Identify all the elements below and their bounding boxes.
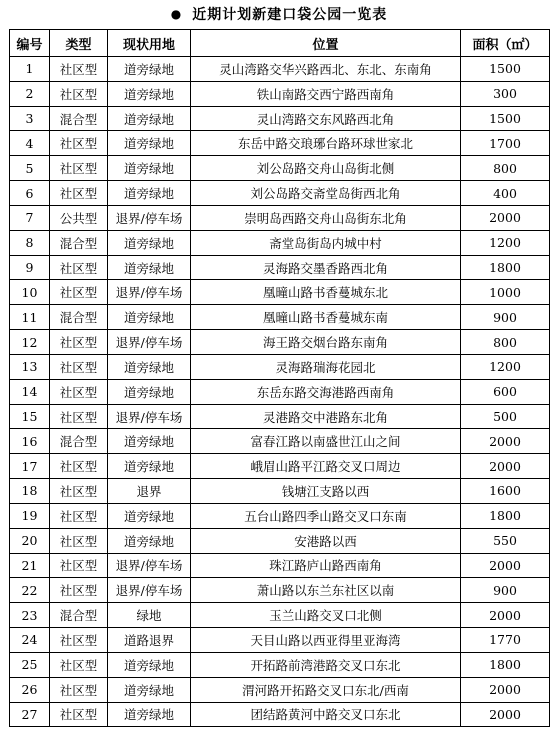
cell-location: 斋堂岛街岛内城中村 bbox=[191, 230, 461, 255]
cell-type: 社区型 bbox=[50, 131, 108, 156]
table-row bbox=[10, 429, 550, 454]
cell-location: 灵山湾路交东风路西北角 bbox=[191, 106, 461, 131]
cell-location: 灵山湾路交华兴路西北、东北、东南角 bbox=[191, 57, 461, 82]
cell-number: 7 bbox=[10, 205, 50, 230]
cell-number: 25 bbox=[10, 652, 50, 677]
cell-number: 20 bbox=[10, 528, 50, 553]
cell-land-use: 道旁绿地 bbox=[108, 156, 191, 181]
table-row bbox=[10, 479, 550, 504]
cell-area: 1800 bbox=[461, 503, 550, 528]
cell-type: 社区型 bbox=[50, 553, 108, 578]
cell-land-use: 道路退界 bbox=[108, 628, 191, 653]
cell-land-use: 道旁绿地 bbox=[108, 131, 191, 156]
cell-area: 1000 bbox=[461, 280, 550, 305]
table-row bbox=[10, 81, 550, 106]
cell-area: 2000 bbox=[461, 677, 550, 702]
cell-area: 1600 bbox=[461, 479, 550, 504]
cell-location: 五台山路四季山路交叉口东南 bbox=[191, 503, 461, 528]
table-row bbox=[10, 528, 550, 553]
table-row bbox=[10, 404, 550, 429]
table-row bbox=[10, 354, 550, 379]
cell-location: 钱塘江支路以西 bbox=[191, 479, 461, 504]
header-row bbox=[10, 30, 550, 57]
table-row bbox=[10, 330, 550, 355]
cell-type: 社区型 bbox=[50, 81, 108, 106]
cell-number: 10 bbox=[10, 280, 50, 305]
cell-land-use: 退界/停车场 bbox=[108, 553, 191, 578]
cell-type: 社区型 bbox=[50, 628, 108, 653]
header-number: 编号 bbox=[10, 30, 50, 57]
cell-location: 天目山路以西亚得里亚海湾 bbox=[191, 628, 461, 653]
cell-area: 900 bbox=[461, 578, 550, 603]
table-row bbox=[10, 603, 550, 628]
cell-land-use: 道旁绿地 bbox=[108, 230, 191, 255]
cell-location: 富春江路以南盛世江山之间 bbox=[191, 429, 461, 454]
cell-area: 500 bbox=[461, 404, 550, 429]
cell-area: 1200 bbox=[461, 354, 550, 379]
table-row bbox=[10, 181, 550, 206]
cell-area: 2000 bbox=[461, 429, 550, 454]
cell-location: 灵港路交中港路东北角 bbox=[191, 404, 461, 429]
header-area: 面积（㎡） bbox=[461, 30, 550, 57]
cell-land-use: 退界/停车场 bbox=[108, 205, 191, 230]
cell-number: 6 bbox=[10, 181, 50, 206]
cell-area: 300 bbox=[461, 81, 550, 106]
cell-number: 15 bbox=[10, 404, 50, 429]
cell-type: 社区型 bbox=[50, 652, 108, 677]
cell-type: 社区型 bbox=[50, 57, 108, 82]
cell-land-use: 道旁绿地 bbox=[108, 181, 191, 206]
cell-type: 社区型 bbox=[50, 454, 108, 479]
cell-number: 26 bbox=[10, 677, 50, 702]
table-row bbox=[10, 503, 550, 528]
cell-number: 27 bbox=[10, 702, 50, 727]
cell-land-use: 道旁绿地 bbox=[108, 429, 191, 454]
cell-type: 社区型 bbox=[50, 181, 108, 206]
cell-type: 混合型 bbox=[50, 230, 108, 255]
cell-area: 2000 bbox=[461, 603, 550, 628]
cell-number: 11 bbox=[10, 305, 50, 330]
cell-location: 凰曈山路书香蔓城东南 bbox=[191, 305, 461, 330]
cell-area: 2000 bbox=[461, 205, 550, 230]
cell-area: 2000 bbox=[461, 702, 550, 727]
cell-area: 400 bbox=[461, 181, 550, 206]
cell-type: 混合型 bbox=[50, 429, 108, 454]
cell-type: 社区型 bbox=[50, 528, 108, 553]
cell-location: 萧山路以东兰东社区以南 bbox=[191, 578, 461, 603]
cell-type: 社区型 bbox=[50, 479, 108, 504]
cell-land-use: 退界/停车场 bbox=[108, 280, 191, 305]
cell-type: 社区型 bbox=[50, 330, 108, 355]
cell-number: 14 bbox=[10, 379, 50, 404]
cell-area: 800 bbox=[461, 330, 550, 355]
cell-area: 1500 bbox=[461, 57, 550, 82]
table-row bbox=[10, 578, 550, 603]
cell-location: 安港路以西 bbox=[191, 528, 461, 553]
cell-land-use: 道旁绿地 bbox=[108, 106, 191, 131]
cell-location: 渭河路开拓路交叉口东北/西南 bbox=[191, 677, 461, 702]
cell-land-use: 道旁绿地 bbox=[108, 255, 191, 280]
cell-number: 3 bbox=[10, 106, 50, 131]
cell-type: 社区型 bbox=[50, 379, 108, 404]
parks-table bbox=[9, 29, 550, 727]
cell-location: 灵海路交墨香路西北角 bbox=[191, 255, 461, 280]
cell-type: 混合型 bbox=[50, 603, 108, 628]
cell-area: 1500 bbox=[461, 106, 550, 131]
cell-location: 海王路交烟台路东南角 bbox=[191, 330, 461, 355]
cell-land-use: 道旁绿地 bbox=[108, 652, 191, 677]
bullet-icon: ● bbox=[170, 7, 183, 21]
cell-type: 社区型 bbox=[50, 280, 108, 305]
cell-location: 玉兰山路交叉口北侧 bbox=[191, 603, 461, 628]
cell-number: 18 bbox=[10, 479, 50, 504]
cell-area: 1200 bbox=[461, 230, 550, 255]
cell-location: 灵海路瑞海花园北 bbox=[191, 354, 461, 379]
cell-number: 2 bbox=[10, 81, 50, 106]
cell-area: 800 bbox=[461, 156, 550, 181]
cell-location: 凰曈山路书香蔓城东北 bbox=[191, 280, 461, 305]
table-row bbox=[10, 454, 550, 479]
cell-area: 550 bbox=[461, 528, 550, 553]
table-row bbox=[10, 57, 550, 82]
cell-type: 社区型 bbox=[50, 702, 108, 727]
table-row bbox=[10, 553, 550, 578]
cell-land-use: 道旁绿地 bbox=[108, 81, 191, 106]
table-row bbox=[10, 106, 550, 131]
cell-land-use: 道旁绿地 bbox=[108, 503, 191, 528]
cell-number: 21 bbox=[10, 553, 50, 578]
cell-location: 刘公岛路交舟山岛街北侧 bbox=[191, 156, 461, 181]
cell-land-use: 道旁绿地 bbox=[108, 677, 191, 702]
cell-area: 1700 bbox=[461, 131, 550, 156]
cell-type: 社区型 bbox=[50, 677, 108, 702]
cell-number: 5 bbox=[10, 156, 50, 181]
cell-land-use: 道旁绿地 bbox=[108, 57, 191, 82]
cell-land-use: 绿地 bbox=[108, 603, 191, 628]
cell-number: 1 bbox=[10, 57, 50, 82]
table-row bbox=[10, 379, 550, 404]
cell-number: 23 bbox=[10, 603, 50, 628]
cell-land-use: 道旁绿地 bbox=[108, 379, 191, 404]
cell-land-use: 退界/停车场 bbox=[108, 330, 191, 355]
cell-type: 混合型 bbox=[50, 106, 108, 131]
table-row bbox=[10, 652, 550, 677]
table-row bbox=[10, 205, 550, 230]
cell-number: 13 bbox=[10, 354, 50, 379]
cell-number: 12 bbox=[10, 330, 50, 355]
cell-number: 24 bbox=[10, 628, 50, 653]
cell-number: 17 bbox=[10, 454, 50, 479]
table-body bbox=[10, 57, 550, 727]
cell-type: 公共型 bbox=[50, 205, 108, 230]
cell-location: 刘公岛路交斋堂岛街西北角 bbox=[191, 181, 461, 206]
table-row bbox=[10, 628, 550, 653]
title-text: 近期计划新建口袋公园一览表 bbox=[192, 7, 388, 23]
header-type: 类型 bbox=[50, 30, 108, 57]
table-row bbox=[10, 305, 550, 330]
cell-type: 社区型 bbox=[50, 354, 108, 379]
cell-area: 2000 bbox=[461, 454, 550, 479]
cell-area: 900 bbox=[461, 305, 550, 330]
cell-land-use: 道旁绿地 bbox=[108, 305, 191, 330]
cell-location: 峨眉山路平江路交叉口周边 bbox=[191, 454, 461, 479]
cell-land-use: 退界/停车场 bbox=[108, 578, 191, 603]
table-row bbox=[10, 280, 550, 305]
cell-location: 东岳中路交琅琊台路环球世家北 bbox=[191, 131, 461, 156]
cell-location: 东岳东路交海港路西南角 bbox=[191, 379, 461, 404]
cell-location: 珠江路庐山路西南角 bbox=[191, 553, 461, 578]
cell-land-use: 道旁绿地 bbox=[108, 528, 191, 553]
cell-location: 开拓路前湾港路交叉口东北 bbox=[191, 652, 461, 677]
cell-area: 1770 bbox=[461, 628, 550, 653]
cell-land-use: 退界 bbox=[108, 479, 191, 504]
cell-land-use: 道旁绿地 bbox=[108, 702, 191, 727]
cell-number: 19 bbox=[10, 503, 50, 528]
cell-type: 社区型 bbox=[50, 578, 108, 603]
cell-type: 社区型 bbox=[50, 156, 108, 181]
cell-area: 600 bbox=[461, 379, 550, 404]
cell-type: 混合型 bbox=[50, 305, 108, 330]
table-row bbox=[10, 230, 550, 255]
cell-type: 社区型 bbox=[50, 404, 108, 429]
table-row bbox=[10, 677, 550, 702]
cell-area: 2000 bbox=[461, 553, 550, 578]
cell-location: 铁山南路交西宁路西南角 bbox=[191, 81, 461, 106]
table-row bbox=[10, 156, 550, 181]
cell-number: 9 bbox=[10, 255, 50, 280]
header-location: 位置 bbox=[191, 30, 461, 57]
cell-location: 团结路黄河中路交叉口东北 bbox=[191, 702, 461, 727]
cell-area: 1800 bbox=[461, 652, 550, 677]
cell-type: 社区型 bbox=[50, 503, 108, 528]
cell-land-use: 道旁绿地 bbox=[108, 354, 191, 379]
table-row bbox=[10, 131, 550, 156]
document-title bbox=[0, 0, 558, 28]
header-land-use: 现状用地 bbox=[108, 30, 191, 57]
cell-type: 社区型 bbox=[50, 255, 108, 280]
cell-location: 崇明岛西路交舟山岛街东北角 bbox=[191, 205, 461, 230]
table-row bbox=[10, 702, 550, 727]
cell-land-use: 道旁绿地 bbox=[108, 454, 191, 479]
cell-area: 1800 bbox=[461, 255, 550, 280]
cell-number: 4 bbox=[10, 131, 50, 156]
cell-number: 8 bbox=[10, 230, 50, 255]
cell-land-use: 退界/停车场 bbox=[108, 404, 191, 429]
cell-number: 22 bbox=[10, 578, 50, 603]
cell-number: 16 bbox=[10, 429, 50, 454]
table-row bbox=[10, 255, 550, 280]
